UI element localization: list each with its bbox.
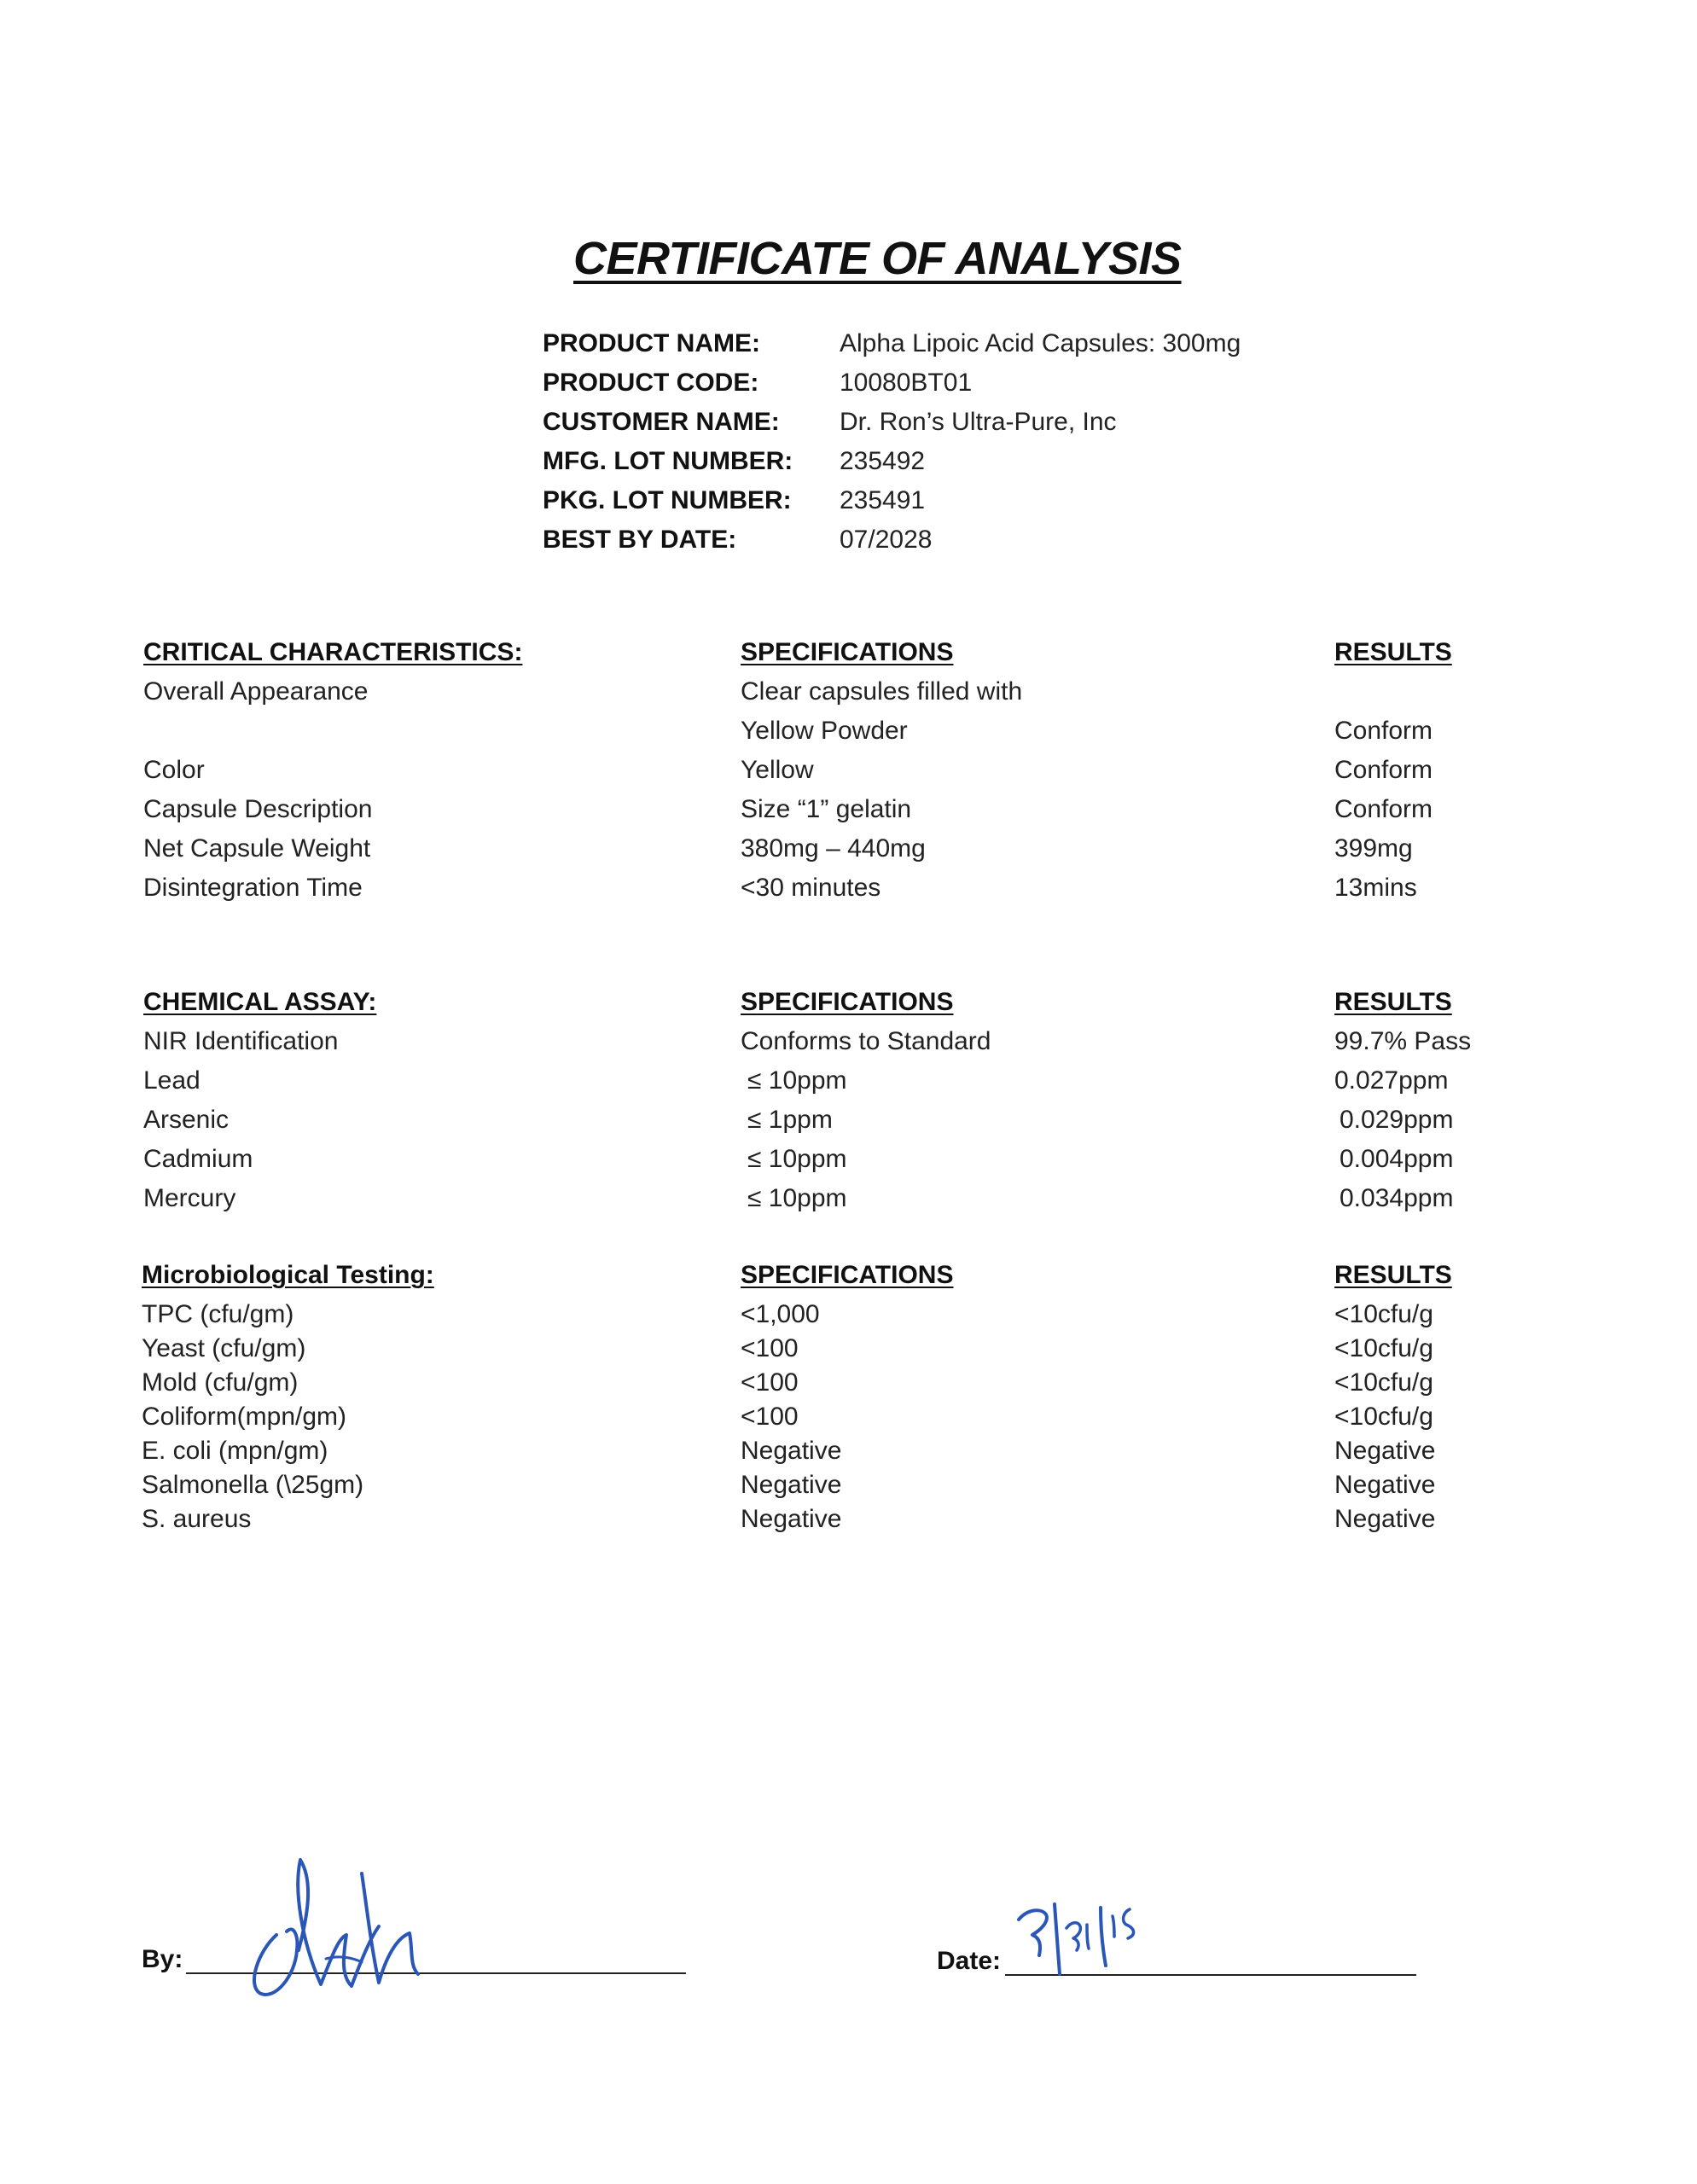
micro-spec-heading: SPECIFICATIONS bbox=[741, 1261, 954, 1289]
signature-scrawl bbox=[242, 1856, 447, 2001]
chemical-spec-heading: SPECIFICATIONS bbox=[741, 988, 954, 1016]
chemical-row-spec: ≤ 10ppm bbox=[747, 1184, 847, 1212]
critical-row-result: Conform bbox=[1334, 756, 1433, 784]
micro-row-spec: <100 bbox=[741, 1403, 799, 1431]
date-scrawl bbox=[1012, 1894, 1157, 1979]
chemical-result-heading: RESULTS bbox=[1334, 988, 1452, 1016]
chemical-row-name: Cadmium bbox=[143, 1145, 253, 1173]
micro-row-spec: <1,000 bbox=[741, 1300, 820, 1328]
micro-row-name: Mold (cfu/gm) bbox=[142, 1368, 299, 1397]
critical-row-name: Capsule Description bbox=[143, 795, 373, 823]
micro-row-name: Salmonella (\25gm) bbox=[142, 1471, 364, 1499]
micro-row-spec: <100 bbox=[741, 1334, 799, 1362]
chemical-row-result: 0.034ppm bbox=[1340, 1184, 1454, 1212]
mfg-lot-value: 235492 bbox=[840, 447, 926, 475]
customer-name-value: Dr. Ron’s Ultra-Pure, Inc bbox=[840, 408, 1117, 436]
critical-row-spec: 380mg – 440mg bbox=[741, 834, 926, 863]
best-by-value: 07/2028 bbox=[840, 526, 933, 554]
critical-row-spec: Yellow Powder bbox=[741, 717, 908, 745]
micro-row-spec: Negative bbox=[741, 1505, 842, 1533]
pkg-lot-value: 235491 bbox=[840, 486, 926, 514]
critical-result-heading: RESULTS bbox=[1334, 638, 1452, 666]
product-name-value: Alpha Lipoic Acid Capsules: 300mg bbox=[840, 329, 1241, 357]
chemical-heading: CHEMICAL ASSAY: bbox=[143, 988, 377, 1016]
micro-row-result: <10cfu/g bbox=[1334, 1334, 1433, 1362]
chemical-row-result: 0.027ppm bbox=[1334, 1066, 1449, 1095]
micro-row-name: S. aureus bbox=[142, 1505, 252, 1533]
micro-row-name: TPC (cfu/gm) bbox=[142, 1300, 294, 1328]
critical-row-name: Overall Appearance bbox=[143, 677, 369, 706]
micro-row-name: Yeast (cfu/gm) bbox=[142, 1334, 306, 1362]
chemical-row-spec: ≤ 10ppm bbox=[747, 1145, 847, 1173]
critical-row-name: Net Capsule Weight bbox=[143, 834, 371, 863]
critical-row-result: 13mins bbox=[1334, 874, 1417, 902]
critical-spec-heading: SPECIFICATIONS bbox=[741, 638, 954, 666]
critical-row-name: Disintegration Time bbox=[143, 874, 363, 902]
micro-heading: Microbiological Testing: bbox=[142, 1261, 434, 1289]
by-label: By: bbox=[142, 1945, 183, 1973]
chemical-row-result: 0.004ppm bbox=[1340, 1145, 1454, 1173]
micro-row-result: <10cfu/g bbox=[1334, 1403, 1433, 1431]
chemical-row-result: 99.7% Pass bbox=[1334, 1027, 1472, 1055]
critical-row-spec: Yellow bbox=[741, 756, 814, 784]
chemical-row-spec: Conforms to Standard bbox=[741, 1027, 991, 1055]
chemical-row-spec: ≤ 10ppm bbox=[747, 1066, 847, 1095]
customer-name-label: CUSTOMER NAME: bbox=[543, 408, 780, 436]
critical-row-spec: Size “1” gelatin bbox=[741, 795, 912, 823]
mfg-lot-label: MFG. LOT NUMBER: bbox=[543, 447, 793, 475]
micro-row-name: Coliform(mpn/gm) bbox=[142, 1403, 347, 1431]
chemical-row-spec: ≤ 1ppm bbox=[747, 1106, 833, 1134]
critical-row-result: Conform bbox=[1334, 717, 1433, 745]
micro-row-spec: Negative bbox=[741, 1471, 842, 1499]
product-name-label: PRODUCT NAME: bbox=[543, 329, 760, 357]
micro-row-name: E. coli (mpn/gm) bbox=[142, 1437, 328, 1465]
chemical-row-name: Mercury bbox=[143, 1184, 236, 1212]
best-by-label: BEST BY DATE: bbox=[543, 526, 737, 554]
critical-heading: CRITICAL CHARACTERISTICS: bbox=[143, 638, 523, 666]
critical-row-spec: <30 minutes bbox=[741, 874, 881, 902]
product-code-label: PRODUCT CODE: bbox=[543, 369, 759, 397]
micro-row-result: Negative bbox=[1334, 1505, 1436, 1533]
critical-row-spec: Clear capsules filled with bbox=[741, 677, 1023, 706]
micro-row-result: <10cfu/g bbox=[1334, 1300, 1433, 1328]
micro-row-result: Negative bbox=[1334, 1437, 1436, 1465]
chemical-row-name: Lead bbox=[143, 1066, 201, 1095]
chemical-row-name: NIR Identification bbox=[143, 1027, 339, 1055]
micro-row-spec: <100 bbox=[741, 1368, 799, 1397]
chemical-row-name: Arsenic bbox=[143, 1106, 230, 1134]
critical-row-name: Color bbox=[143, 756, 205, 784]
critical-row-result: Conform bbox=[1334, 795, 1433, 823]
date-label: Date: bbox=[937, 1947, 1002, 1975]
micro-row-spec: Negative bbox=[741, 1437, 842, 1465]
micro-result-heading: RESULTS bbox=[1334, 1261, 1452, 1289]
micro-row-result: Negative bbox=[1334, 1471, 1436, 1499]
product-code-value: 10080BT01 bbox=[840, 369, 973, 397]
micro-row-result: <10cfu/g bbox=[1334, 1368, 1433, 1397]
critical-row-result: 399mg bbox=[1334, 834, 1413, 863]
chemical-row-result: 0.029ppm bbox=[1340, 1106, 1454, 1134]
page-title: CERTIFICATE OF ANALYSIS bbox=[573, 233, 1182, 284]
pkg-lot-label: PKG. LOT NUMBER: bbox=[543, 486, 792, 514]
